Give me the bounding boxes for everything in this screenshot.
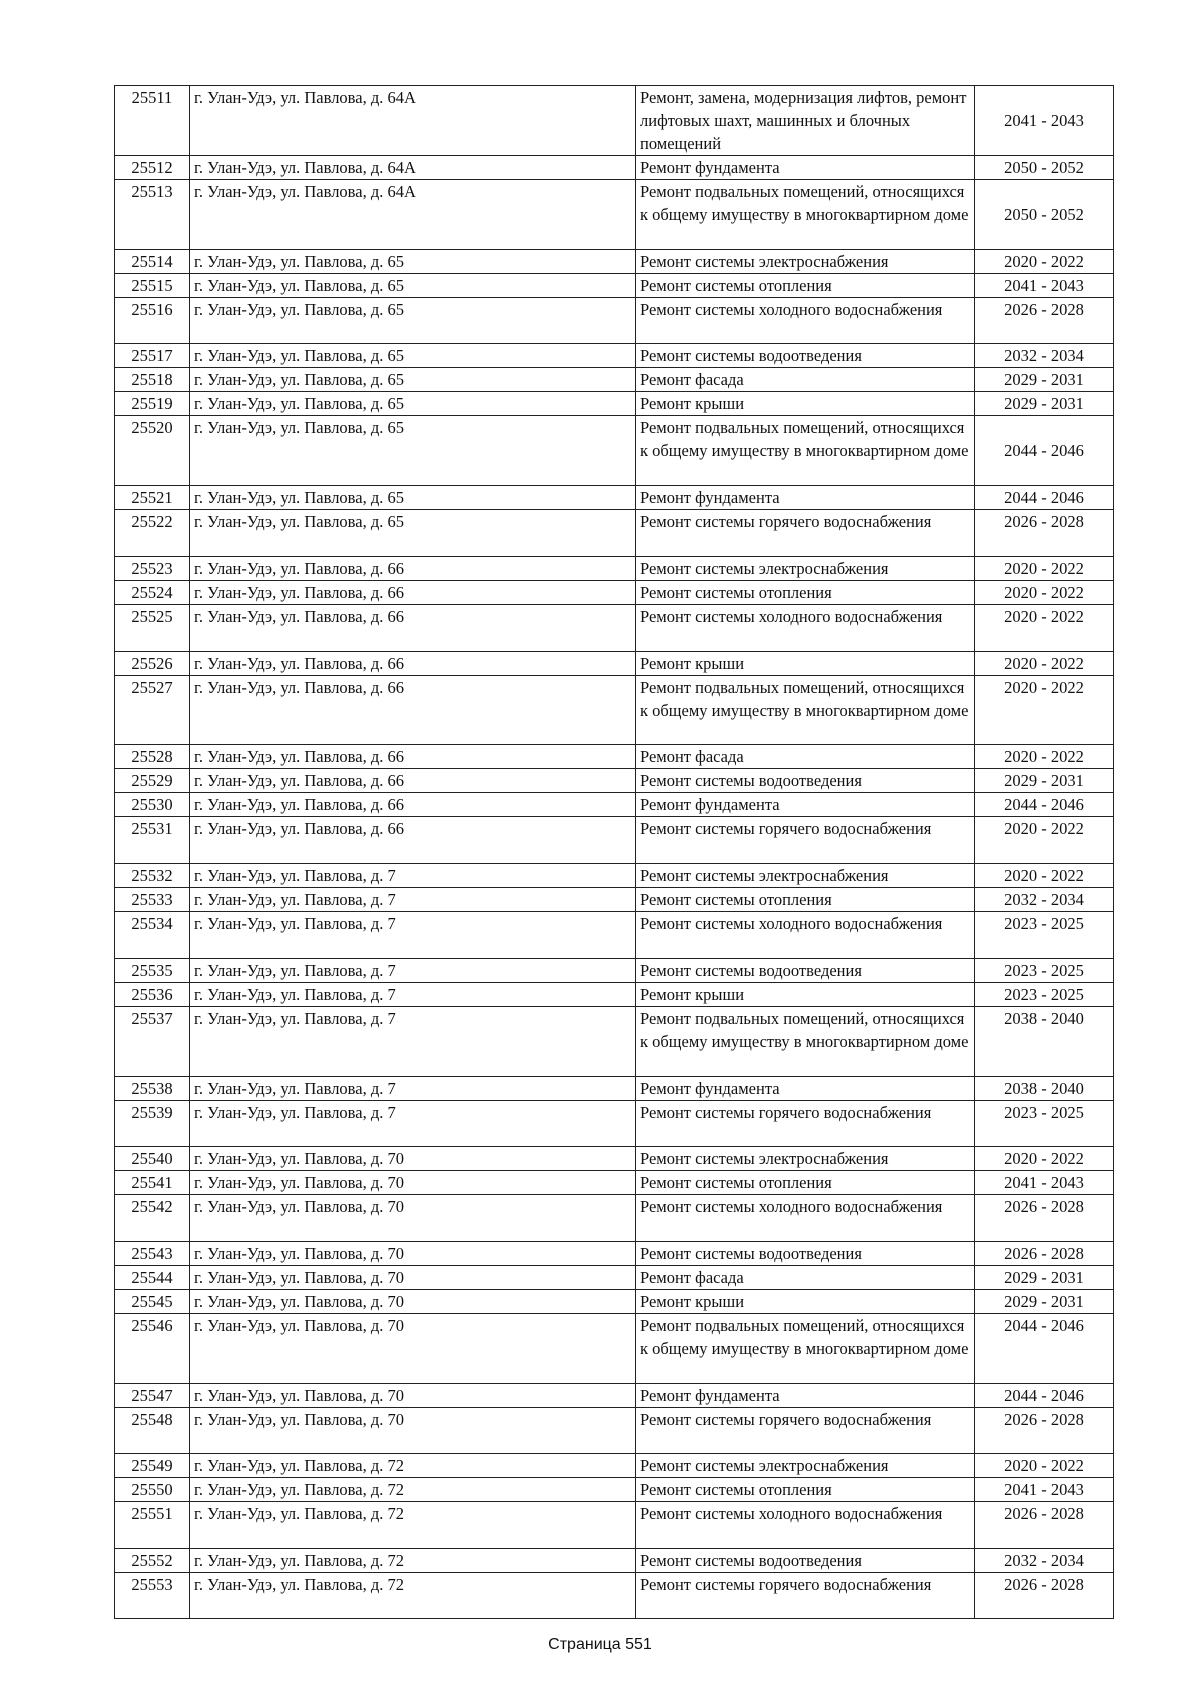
- period-cell: 2041 - 2043: [975, 273, 1114, 297]
- row-number-cell: 25527: [115, 675, 190, 745]
- period-cell: 2020 - 2022: [975, 249, 1114, 273]
- table-row: [115, 912, 1114, 959]
- period-cell: 2020 - 2022: [975, 556, 1114, 580]
- work-type-cell: Ремонт подвальных помещений, относящихся к общему имуществу в многоквартирном доме: [636, 1006, 975, 1076]
- period-cell: 2020 - 2022: [975, 1454, 1114, 1478]
- address-cell: г. Улан-Удэ, ул. Павлова, д. 7: [190, 888, 636, 912]
- table-row: [115, 1006, 1114, 1076]
- table-row: [115, 1100, 1114, 1147]
- work-type-cell: Ремонт системы отопления: [636, 273, 975, 297]
- period-cell: 2041 - 2043: [975, 86, 1114, 156]
- address-cell: г. Улан-Удэ, ул. Павлова, д. 72: [190, 1478, 636, 1502]
- table-row: [115, 486, 1114, 510]
- work-type-cell: Ремонт системы водоотведения: [636, 958, 975, 982]
- work-type-cell: Ремонт системы холодного водоснабжения: [636, 1195, 975, 1242]
- period-cell: 2023 - 2025: [975, 982, 1114, 1006]
- work-type-cell: Ремонт системы холодного водоснабжения: [636, 297, 975, 344]
- work-type-cell: Ремонт системы электроснабжения: [636, 1454, 975, 1478]
- table-row: [115, 888, 1114, 912]
- work-type-cell: Ремонт подвальных помещений, относящихся к общему имуществу в многоквартирном доме: [636, 180, 975, 250]
- period-cell: 2041 - 2043: [975, 1478, 1114, 1502]
- address-cell: г. Улан-Удэ, ул. Павлова, д. 72: [190, 1502, 636, 1549]
- row-number-cell: 25549: [115, 1454, 190, 1478]
- row-number-cell: 25545: [115, 1289, 190, 1313]
- work-type-cell: Ремонт фундамента: [636, 793, 975, 817]
- row-number-cell: 25538: [115, 1076, 190, 1100]
- row-number-cell: 25529: [115, 769, 190, 793]
- address-cell: г. Улан-Удэ, ул. Павлова, д. 72: [190, 1454, 636, 1478]
- row-number-cell: 25522: [115, 510, 190, 557]
- table-row: [115, 1313, 1114, 1383]
- address-cell: г. Улан-Удэ, ул. Павлова, д. 7: [190, 1006, 636, 1076]
- work-type-cell: Ремонт системы водоотведения: [636, 1548, 975, 1572]
- row-number-cell: 25528: [115, 745, 190, 769]
- row-number-cell: 25526: [115, 651, 190, 675]
- table-row: [115, 1195, 1114, 1242]
- address-cell: г. Улан-Удэ, ул. Павлова, д. 65: [190, 273, 636, 297]
- work-type-cell: Ремонт крыши: [636, 982, 975, 1006]
- table-row: [115, 249, 1114, 273]
- table-row: [115, 1241, 1114, 1265]
- period-cell: 2020 - 2022: [975, 864, 1114, 888]
- address-cell: г. Улан-Удэ, ул. Павлова, д. 66: [190, 556, 636, 580]
- address-cell: г. Улан-Удэ, ул. Павлова, д. 66: [190, 817, 636, 864]
- row-number-cell: 25525: [115, 604, 190, 651]
- period-cell: 2026 - 2028: [975, 1195, 1114, 1242]
- work-type-cell: Ремонт системы горячего водоснабжения: [636, 1407, 975, 1454]
- work-type-cell: Ремонт системы горячего водоснабжения: [636, 510, 975, 557]
- table-row: [115, 368, 1114, 392]
- row-number-cell: 25530: [115, 793, 190, 817]
- row-number-cell: 25515: [115, 273, 190, 297]
- table-row: [115, 745, 1114, 769]
- work-type-cell: Ремонт фундамента: [636, 486, 975, 510]
- table-row: [115, 180, 1114, 250]
- table-row: [115, 675, 1114, 745]
- period-cell: 2026 - 2028: [975, 1572, 1114, 1619]
- work-type-cell: Ремонт, замена, модернизация лифтов, ремонт лифтовых шахт, машинных и блочных помещений: [636, 86, 975, 156]
- table-row: [115, 1383, 1114, 1407]
- row-number-cell: 25551: [115, 1502, 190, 1549]
- period-cell: 2029 - 2031: [975, 769, 1114, 793]
- work-type-cell: Ремонт системы отопления: [636, 580, 975, 604]
- work-type-cell: Ремонт фундамента: [636, 1076, 975, 1100]
- table-row: [115, 651, 1114, 675]
- row-number-cell: 25537: [115, 1006, 190, 1076]
- row-number-cell: 25517: [115, 344, 190, 368]
- work-type-cell: Ремонт подвальных помещений, относящихся к общему имуществу в многоквартирном доме: [636, 416, 975, 486]
- table-row: [115, 817, 1114, 864]
- work-type-cell: Ремонт системы электроснабжения: [636, 556, 975, 580]
- work-type-cell: Ремонт подвальных помещений, относящихся к общему имуществу в многоквартирном доме: [636, 1313, 975, 1383]
- address-cell: г. Улан-Удэ, ул. Павлова, д. 65: [190, 510, 636, 557]
- address-cell: г. Улан-Удэ, ул. Павлова, д. 70: [190, 1289, 636, 1313]
- address-cell: г. Улан-Удэ, ул. Павлова, д. 65: [190, 392, 636, 416]
- address-cell: г. Улан-Удэ, ул. Павлова, д. 66: [190, 769, 636, 793]
- address-cell: г. Улан-Удэ, ул. Павлова, д. 66: [190, 580, 636, 604]
- address-cell: г. Улан-Удэ, ул. Павлова, д. 66: [190, 745, 636, 769]
- table-row: [115, 1076, 1114, 1100]
- period-cell: 2023 - 2025: [975, 1100, 1114, 1147]
- table-row: [115, 86, 1114, 156]
- row-number-cell: 25532: [115, 864, 190, 888]
- period-cell: 2026 - 2028: [975, 1241, 1114, 1265]
- row-number-cell: 25514: [115, 249, 190, 273]
- address-cell: г. Улан-Удэ, ул. Павлова, д. 65: [190, 297, 636, 344]
- row-number-cell: 25539: [115, 1100, 190, 1147]
- address-cell: г. Улан-Удэ, ул. Павлова, д. 65: [190, 344, 636, 368]
- row-number-cell: 25552: [115, 1548, 190, 1572]
- work-type-cell: Ремонт системы отопления: [636, 1171, 975, 1195]
- row-number-cell: 25543: [115, 1241, 190, 1265]
- period-cell: 2020 - 2022: [975, 675, 1114, 745]
- address-cell: г. Улан-Удэ, ул. Павлова, д. 72: [190, 1572, 636, 1619]
- table-row: [115, 1454, 1114, 1478]
- row-number-cell: 25518: [115, 368, 190, 392]
- address-cell: г. Улан-Удэ, ул. Павлова, д. 70: [190, 1407, 636, 1454]
- period-cell: 2032 - 2034: [975, 1548, 1114, 1572]
- period-cell: 2023 - 2025: [975, 958, 1114, 982]
- row-number-cell: 25546: [115, 1313, 190, 1383]
- row-number-cell: 25542: [115, 1195, 190, 1242]
- table-row: [115, 604, 1114, 651]
- row-number-cell: 25553: [115, 1572, 190, 1619]
- address-cell: г. Улан-Удэ, ул. Павлова, д. 65: [190, 249, 636, 273]
- address-cell: г. Улан-Удэ, ул. Павлова, д. 70: [190, 1313, 636, 1383]
- work-type-cell: Ремонт системы холодного водоснабжения: [636, 912, 975, 959]
- work-type-cell: Ремонт системы холодного водоснабжения: [636, 1502, 975, 1549]
- work-type-cell: Ремонт системы водоотведения: [636, 344, 975, 368]
- row-number-cell: 25536: [115, 982, 190, 1006]
- row-number-cell: 25511: [115, 86, 190, 156]
- table-row: [115, 793, 1114, 817]
- work-schedule-table: [114, 85, 1114, 1619]
- work-type-cell: Ремонт системы водоотведения: [636, 1241, 975, 1265]
- period-cell: 2026 - 2028: [975, 1502, 1114, 1549]
- address-cell: г. Улан-Удэ, ул. Павлова, д. 66: [190, 793, 636, 817]
- period-cell: 2032 - 2034: [975, 344, 1114, 368]
- period-cell: 2029 - 2031: [975, 1289, 1114, 1313]
- table-row: [115, 392, 1114, 416]
- table-row: [115, 1407, 1114, 1454]
- row-number-cell: 25533: [115, 888, 190, 912]
- table-row: [115, 510, 1114, 557]
- work-type-cell: Ремонт системы электроснабжения: [636, 249, 975, 273]
- period-cell: 2038 - 2040: [975, 1076, 1114, 1100]
- table-row: [115, 156, 1114, 180]
- page-number: Страница 551: [548, 1636, 652, 1653]
- row-number-cell: 25550: [115, 1478, 190, 1502]
- row-number-cell: 25548: [115, 1407, 190, 1454]
- address-cell: г. Улан-Удэ, ул. Павлова, д. 70: [190, 1147, 636, 1171]
- period-cell: 2029 - 2031: [975, 392, 1114, 416]
- period-cell: 2044 - 2046: [975, 416, 1114, 486]
- period-cell: 2023 - 2025: [975, 912, 1114, 959]
- work-type-cell: Ремонт системы водоотведения: [636, 769, 975, 793]
- work-schedule-body: [115, 86, 1114, 1619]
- row-number-cell: 25534: [115, 912, 190, 959]
- period-cell: 2044 - 2046: [975, 486, 1114, 510]
- row-number-cell: 25547: [115, 1383, 190, 1407]
- table-row: [115, 769, 1114, 793]
- table-row: [115, 1478, 1114, 1502]
- table-row: [115, 344, 1114, 368]
- work-type-cell: Ремонт системы электроснабжения: [636, 1147, 975, 1171]
- work-type-cell: Ремонт фасада: [636, 368, 975, 392]
- table-row: [115, 1572, 1114, 1619]
- table-row: [115, 982, 1114, 1006]
- row-number-cell: 25519: [115, 392, 190, 416]
- address-cell: г. Улан-Удэ, ул. Павлова, д. 7: [190, 958, 636, 982]
- work-type-cell: Ремонт системы горячего водоснабжения: [636, 1572, 975, 1619]
- period-cell: 2044 - 2046: [975, 793, 1114, 817]
- work-type-cell: Ремонт крыши: [636, 1289, 975, 1313]
- period-cell: 2032 - 2034: [975, 888, 1114, 912]
- row-number-cell: 25516: [115, 297, 190, 344]
- work-type-cell: Ремонт системы горячего водоснабжения: [636, 817, 975, 864]
- table-row: [115, 556, 1114, 580]
- address-cell: г. Улан-Удэ, ул. Павлова, д. 66: [190, 604, 636, 651]
- period-cell: 2026 - 2028: [975, 510, 1114, 557]
- table-row: [115, 1289, 1114, 1313]
- address-cell: г. Улан-Удэ, ул. Павлова, д. 66: [190, 651, 636, 675]
- address-cell: г. Улан-Удэ, ул. Павлова, д. 7: [190, 864, 636, 888]
- row-number-cell: 25513: [115, 180, 190, 250]
- work-type-cell: Ремонт фасада: [636, 745, 975, 769]
- row-number-cell: 25544: [115, 1265, 190, 1289]
- address-cell: г. Улан-Удэ, ул. Павлова, д. 7: [190, 1076, 636, 1100]
- address-cell: г. Улан-Удэ, ул. Павлова, д. 72: [190, 1548, 636, 1572]
- address-cell: г. Улан-Удэ, ул. Павлова, д. 70: [190, 1241, 636, 1265]
- work-type-cell: Ремонт системы отопления: [636, 888, 975, 912]
- row-number-cell: 25512: [115, 156, 190, 180]
- period-cell: 2029 - 2031: [975, 1265, 1114, 1289]
- address-cell: г. Улан-Удэ, ул. Павлова, д. 64А: [190, 156, 636, 180]
- period-cell: 2038 - 2040: [975, 1006, 1114, 1076]
- table-row: [115, 1265, 1114, 1289]
- address-cell: г. Улан-Удэ, ул. Павлова, д. 70: [190, 1171, 636, 1195]
- period-cell: 2020 - 2022: [975, 817, 1114, 864]
- period-cell: 2029 - 2031: [975, 368, 1114, 392]
- address-cell: г. Улан-Удэ, ул. Павлова, д. 7: [190, 1100, 636, 1147]
- work-type-cell: Ремонт фундамента: [636, 1383, 975, 1407]
- address-cell: г. Улан-Удэ, ул. Павлова, д. 70: [190, 1383, 636, 1407]
- address-cell: г. Улан-Удэ, ул. Павлова, д. 65: [190, 416, 636, 486]
- address-cell: г. Улан-Удэ, ул. Павлова, д. 65: [190, 486, 636, 510]
- period-cell: 2044 - 2046: [975, 1383, 1114, 1407]
- address-cell: г. Улан-Удэ, ул. Павлова, д. 65: [190, 368, 636, 392]
- work-type-cell: Ремонт системы горячего водоснабжения: [636, 1100, 975, 1147]
- table-row: [115, 958, 1114, 982]
- period-cell: 2020 - 2022: [975, 580, 1114, 604]
- work-type-cell: Ремонт фасада: [636, 1265, 975, 1289]
- address-cell: г. Улан-Удэ, ул. Павлова, д. 70: [190, 1195, 636, 1242]
- work-type-cell: Ремонт фундамента: [636, 156, 975, 180]
- work-type-cell: Ремонт крыши: [636, 651, 975, 675]
- table-row: [115, 1147, 1114, 1171]
- period-cell: 2050 - 2052: [975, 180, 1114, 250]
- period-cell: 2020 - 2022: [975, 1147, 1114, 1171]
- table-row: [115, 1502, 1114, 1549]
- period-cell: 2026 - 2028: [975, 1407, 1114, 1454]
- row-number-cell: 25541: [115, 1171, 190, 1195]
- address-cell: г. Улан-Удэ, ул. Павлова, д. 66: [190, 675, 636, 745]
- address-cell: г. Улан-Удэ, ул. Павлова, д. 70: [190, 1265, 636, 1289]
- work-type-cell: Ремонт системы электроснабжения: [636, 864, 975, 888]
- period-cell: 2020 - 2022: [975, 604, 1114, 651]
- address-cell: г. Улан-Удэ, ул. Павлова, д. 64А: [190, 86, 636, 156]
- row-number-cell: 25523: [115, 556, 190, 580]
- period-cell: 2020 - 2022: [975, 651, 1114, 675]
- row-number-cell: 25531: [115, 817, 190, 864]
- period-cell: 2050 - 2052: [975, 156, 1114, 180]
- row-number-cell: 25524: [115, 580, 190, 604]
- table-row: [115, 580, 1114, 604]
- period-cell: 2020 - 2022: [975, 745, 1114, 769]
- period-cell: 2044 - 2046: [975, 1313, 1114, 1383]
- table-row: [115, 297, 1114, 344]
- address-cell: г. Улан-Удэ, ул. Павлова, д. 7: [190, 982, 636, 1006]
- row-number-cell: 25520: [115, 416, 190, 486]
- row-number-cell: 25521: [115, 486, 190, 510]
- table-row: [115, 273, 1114, 297]
- period-cell: 2026 - 2028: [975, 297, 1114, 344]
- table-row: [115, 1171, 1114, 1195]
- work-type-cell: Ремонт крыши: [636, 392, 975, 416]
- address-cell: г. Улан-Удэ, ул. Павлова, д. 64А: [190, 180, 636, 250]
- table-row: [115, 416, 1114, 486]
- table-row: [115, 1548, 1114, 1572]
- table-row: [115, 864, 1114, 888]
- work-type-cell: Ремонт системы холодного водоснабжения: [636, 604, 975, 651]
- work-type-cell: Ремонт подвальных помещений, относящихся к общему имуществу в многоквартирном доме: [636, 675, 975, 745]
- work-type-cell: Ремонт системы отопления: [636, 1478, 975, 1502]
- period-cell: 2041 - 2043: [975, 1171, 1114, 1195]
- row-number-cell: 25540: [115, 1147, 190, 1171]
- row-number-cell: 25535: [115, 958, 190, 982]
- address-cell: г. Улан-Удэ, ул. Павлова, д. 7: [190, 912, 636, 959]
